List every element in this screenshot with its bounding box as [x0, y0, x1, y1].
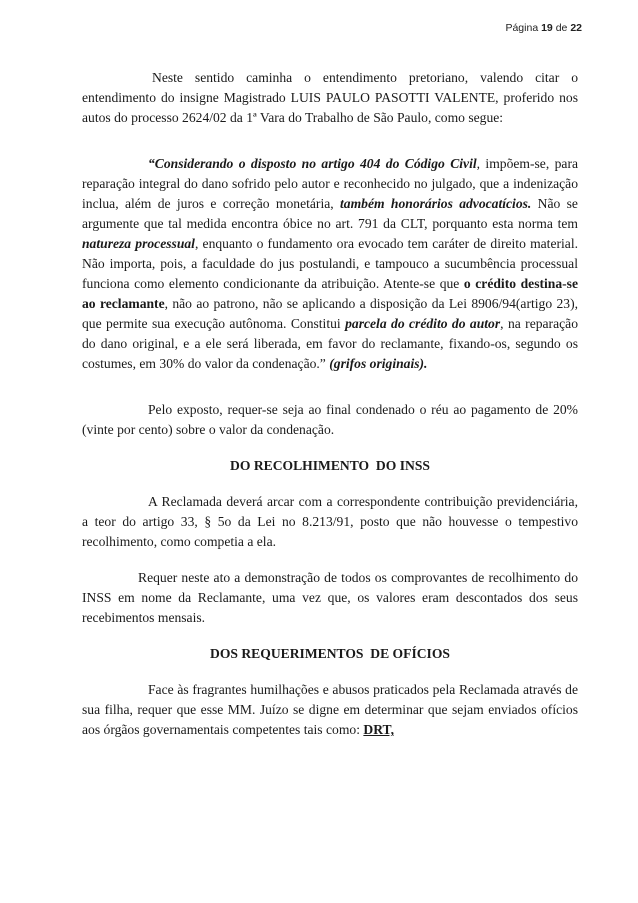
page-prefix: Página — [505, 22, 539, 34]
quote-text-1: , impõem-se, para reparação integral do dano sofrido pelo autor e reconhecido no julgado, que a indenização inclua, além de juros e correção monetária, — [82, 156, 579, 211]
current-page: 19 — [541, 22, 553, 34]
quote-citation: (grifos originais). — [325, 356, 428, 371]
quote-bold-italic-1: “Considerando o disposto no artigo 404 do Código Civil — [148, 156, 477, 171]
quote-paragraph — [82, 154, 578, 374]
quote-text-3: , enquanto o fundamento ora evocado tem caráter de direito material. Não importa, pois, a faculdade do jus postulandi, e tampouco a sucumbência processual funciona como elemento condicionante da atribuição. Atente-se que — [82, 236, 578, 291]
quote-text-5: , na reparação do dano original, e a ele será liberada, em favor do reclamante, fixando-os, segundo os costumes, em 30% do valor da condenação.” — [82, 316, 578, 371]
paragraph-request: Pelo exposto, requer-se seja ao final condenado o réu ao pagamento de 20% (vinte por cento) sobre o valor da condenação. — [82, 402, 578, 437]
quote-text-4: , não ao patrono, não se aplicando a disposição da Lei 8906/94(artigo 23), que permite sua execução autônoma. Constitui — [82, 296, 578, 331]
paragraph-intro: Neste sentido caminha o entendimento pretoriano, valendo citar o entendimento do insigne Magistrado LUIS PAULO PASOTTI VALENTE, proferido nos autos do processo 2624/02 da 1ª Vara do Trabalho de São Paulo, como segue: — [82, 70, 578, 125]
quote-bold-italic-4: parcela do crédito do autor — [345, 316, 501, 331]
heading-inss: DO RECOLHIMENTO DO INSS — [230, 458, 430, 473]
quote-bold-italic-2: também honorários advocatícios. — [340, 196, 532, 211]
document-body — [82, 68, 578, 740]
page-of: de — [555, 22, 568, 34]
page-number-header — [505, 22, 582, 34]
quote-bold-italic-3: natureza processual — [82, 236, 195, 251]
total-pages: 22 — [570, 22, 582, 34]
quote-text-2: Não se argumente que tal medida encontra óbice no art. 791 da CLT, porquanto esta norma tem — [82, 196, 578, 231]
paragraph-inss-1: A Reclamada deverá arcar com a correspondente contribuição previdenciária, a teor do artigo 33, § 5o da Lei no 8.213/91, posto que não houvesse o tempestivo recolhimento, como competia a ela. — [82, 494, 578, 549]
quote-bold-1: o crédito destina-se ao reclamante — [82, 276, 578, 311]
paragraph-inss-2: Requer neste ato a demonstração de todos os comprovantes de recolhimento do INSS em nome da Reclamante, uma vez que, os valores eram descontados dos seus recebimentos mensais. — [82, 570, 578, 625]
paragraph-oficios — [82, 680, 578, 740]
oficios-drt: DRT, — [363, 722, 394, 737]
heading-oficios: DOS REQUERIMENTOS DE OFÍCIOS — [210, 646, 450, 661]
oficios-text: Face às fragrantes humilhações e abusos praticados pela Reclamada através de sua filha, requer que esse MM. Juízo se digne em determinar que sejam enviados ofícios aos órgãos governamentais competentes tais como: — [82, 682, 578, 737]
